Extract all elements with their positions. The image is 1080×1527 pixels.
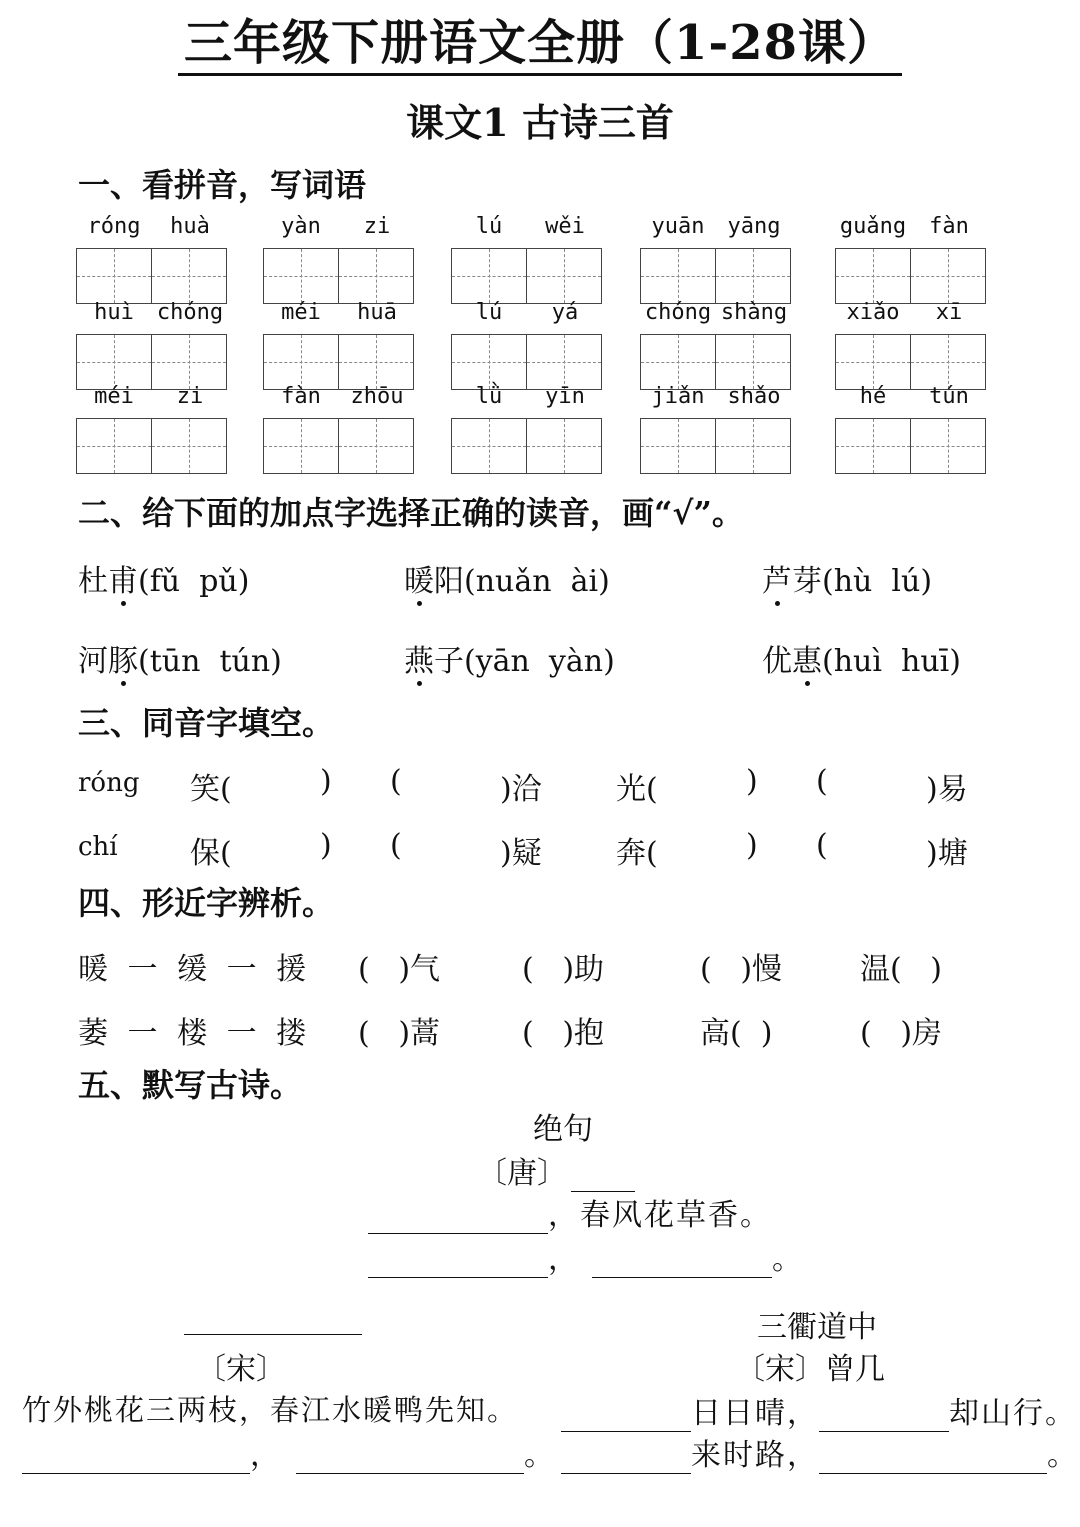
pinyin-options[interactable]: (nuǎn ài) [464,564,610,599]
poem1-line2 [368,1234,804,1278]
pinyin-label: zi [363,214,391,239]
poem2-title-line [184,1296,362,1335]
poem3-line1-text-a: 日日晴， [691,1396,819,1431]
poem3-line1 [561,1388,1077,1432]
similar-char-blank[interactable]: ( )房 [860,1016,943,1051]
pronunciation-item [78,636,282,680]
writing-cell[interactable] [910,419,985,473]
homophone-blank[interactable]: 笑( [190,772,232,807]
homophone-pinyin: róng [78,768,140,798]
poem2-dynasty [196,1344,360,1388]
writing-cell[interactable] [526,419,601,473]
pinyin-label: fàn [281,384,321,409]
poem3-line1-blank-b[interactable] [819,1397,949,1432]
section-2-heading: 二、给下面的加点字选择正确的读音，画“√”。 [78,494,744,532]
poem3-line2-text-a: 来时路， [691,1438,819,1473]
writing-cell[interactable] [526,249,601,303]
page-title-text: 三年级下册语文全册（1-28课） [178,15,902,76]
pronunciation-item [404,556,610,600]
homophone-blank[interactable]: 保( [190,836,232,871]
pinyin-label: fàn [929,214,969,239]
pinyin-label: huà [170,214,210,239]
homophone-blank[interactable]: ) [746,764,758,799]
homophone-blank[interactable]: ( [816,764,828,799]
pinyin-label: hé [859,384,887,409]
pinyin-label: shǎo [727,384,781,409]
lesson-subtitle: 课文1 古诗三首 [406,100,674,145]
writing-cell[interactable] [526,335,601,389]
pinyin-label: jiǎn [651,384,705,409]
poem2-line2-blank-b[interactable] [296,1439,524,1474]
poem3-line2-blank-b[interactable] [819,1439,1047,1474]
pinyin-label: shàng [720,300,788,325]
dotted-char: 暖 [404,556,434,600]
similar-char-blank[interactable]: ( )抱 [522,1016,605,1051]
poem1-line1-blank[interactable] [368,1199,548,1234]
pinyin-label: zi [176,384,204,409]
poem2-author-blank[interactable] [290,1357,360,1388]
dotted-char: 芦 [762,556,792,600]
similar-char-blank[interactable]: ( )蒿 [358,1016,441,1051]
poem1-author-blank[interactable] [571,1161,635,1192]
pinyin-label: chóng [644,300,712,325]
section-4-heading: 四、形近字辨析。 [78,884,335,922]
poem1-dynasty [477,1148,635,1192]
poem1-title: 绝句 [533,1112,593,1147]
pinyin-options[interactable]: (yān yàn) [464,644,615,679]
homophone-blank[interactable]: )疑 [500,836,542,871]
writing-cell[interactable] [338,335,413,389]
pinyin-label: yuān [651,214,705,239]
writing-cell[interactable] [77,419,151,473]
poem1-line2-comma: ， [548,1242,580,1277]
poem3-dynasty: 〔宋〕曾几 [735,1352,885,1387]
poem2-line2-period: 。 [524,1438,556,1473]
page-title [0,14,1080,72]
pinyin-label: zhōu [350,384,404,409]
poem1-dynasty-text: 〔唐〕 [477,1156,567,1191]
similar-char-blank[interactable]: ( )慢 [700,952,783,987]
poem3-line1-text-b: 却山行。 [949,1396,1077,1431]
writing-grid[interactable] [451,334,602,390]
pronunciation-item [404,636,615,680]
poem1-line2-blank-a[interactable] [368,1243,548,1278]
writing-grid[interactable] [835,334,986,390]
pinyin-label: róng [87,214,141,239]
poem3-line2-blank-a[interactable] [561,1439,691,1474]
section-5-heading: 五、默写古诗。 [78,1066,303,1104]
pinyin-label: yīn [545,384,585,409]
homophone-blank[interactable]: ) [320,828,332,863]
pinyin-options[interactable]: (tūn tún) [138,644,282,679]
writing-cell[interactable] [77,335,151,389]
homophone-pinyin: chí [78,832,118,862]
dotted-char: 豚 [108,636,138,680]
similar-chars: 萎 一 楼 一 搂 [78,1016,307,1051]
similar-char-blank[interactable]: 温( ) [860,952,943,987]
pinyin-label: wěi [545,214,585,239]
poem2-line1: 竹外桃花三两枝，春江水暖鸭先知。 [22,1393,519,1427]
writing-cell[interactable] [264,335,338,389]
writing-cell[interactable] [910,335,985,389]
pinyin-label: méi [281,300,321,325]
writing-grid[interactable] [835,248,986,304]
poem3-line2-period: 。 [1047,1438,1079,1473]
writing-cell[interactable] [715,249,790,303]
writing-grid[interactable] [451,248,602,304]
word-char: 阳 [434,564,464,599]
writing-grid[interactable] [76,418,227,474]
pronunciation-item [762,636,961,680]
pinyin-label: lú [475,214,503,239]
writing-cell[interactable] [264,419,338,473]
poem1-line1 [368,1190,772,1234]
homophone-blank[interactable]: ) [746,828,758,863]
writing-cell[interactable] [452,335,526,389]
writing-cell[interactable] [338,249,413,303]
homophone-blank[interactable]: ( [390,764,402,799]
writing-cell[interactable] [151,249,226,303]
word-char: 优 [762,644,792,679]
writing-cell[interactable] [715,335,790,389]
writing-cell[interactable] [715,419,790,473]
pinyin-label: lǜ [475,384,503,409]
dotted-char: 甫 [108,556,138,600]
pronunciation-item [78,556,249,600]
word-char: 芽 [792,564,822,599]
writing-grid[interactable] [76,248,227,304]
writing-grid[interactable] [640,418,791,474]
poem1-line2-period: 。 [772,1242,804,1277]
writing-cell[interactable] [641,249,715,303]
pinyin-options[interactable]: (hù lú) [822,564,933,599]
pinyin-label: yàn [281,214,321,239]
pinyin-label: xī [935,300,963,325]
writing-cell[interactable] [452,249,526,303]
section-1-heading: 一、看拼音，写词语 [78,166,367,204]
writing-cell[interactable] [910,249,985,303]
poem2-title-blank[interactable] [184,1296,362,1335]
poem2-dynasty-text: 〔宋〕 [196,1352,286,1387]
writing-cell[interactable] [338,419,413,473]
poem2-line2-comma: ， [250,1438,282,1473]
similar-char-blank[interactable]: 高( ) [700,1016,773,1051]
writing-cell[interactable] [836,419,910,473]
section-3-heading: 三、同音字填空。 [78,704,335,742]
word-char: 杜 [78,564,108,599]
poem3-line1-blank-a[interactable] [561,1397,691,1432]
pinyin-label: guǎng [839,214,907,239]
pronunciation-item [762,556,932,600]
poem1-line1-text: ，春风花草香。 [548,1198,772,1233]
similar-chars: 暖 一 缓 一 援 [78,952,307,987]
similar-char-blank[interactable]: ( )助 [522,952,605,987]
pinyin-label: xiǎo [846,300,900,325]
writing-cell[interactable] [641,335,715,389]
dotted-char: 燕 [404,636,434,680]
homophone-blank[interactable]: ( [390,828,402,863]
writing-grid[interactable] [263,248,414,304]
writing-grid[interactable] [640,248,791,304]
poem2-line2 [22,1430,556,1474]
writing-grid[interactable] [835,418,986,474]
pinyin-label: tún [929,384,969,409]
writing-cell[interactable] [641,419,715,473]
poem3-title: 三衢道中 [757,1310,877,1345]
writing-cell[interactable] [264,249,338,303]
homophone-blank[interactable]: )洽 [500,772,542,807]
homophone-blank[interactable]: 奔( [616,836,658,871]
writing-cell[interactable] [151,419,226,473]
writing-grid[interactable] [76,334,227,390]
pinyin-label: lú [475,300,503,325]
pinyin-label: huì [94,300,134,325]
poem1-line2-blank-b[interactable] [592,1243,772,1278]
pinyin-label: yá [551,300,579,325]
pinyin-label: huā [357,300,397,325]
writing-grid[interactable] [263,334,414,390]
pinyin-label: yāng [727,214,781,239]
pinyin-options[interactable]: (huì huī) [822,644,961,679]
pinyin-options[interactable]: (fǔ pǔ) [138,564,250,599]
poem3-line2 [561,1430,1079,1474]
homophone-blank[interactable]: )塘 [926,836,968,871]
pinyin-label: méi [94,384,134,409]
homophone-blank[interactable]: )易 [926,772,968,807]
writing-cell[interactable] [836,335,910,389]
dotted-char: 惠 [792,636,822,680]
writing-grid[interactable] [263,418,414,474]
homophone-blank[interactable]: ( [816,828,828,863]
writing-cell[interactable] [452,419,526,473]
writing-grid[interactable] [451,418,602,474]
homophone-blank[interactable]: ) [320,764,332,799]
word-char: 河 [78,644,108,679]
homophone-blank[interactable]: 光( [616,772,658,807]
writing-grid[interactable] [640,334,791,390]
pinyin-label: chóng [156,300,224,325]
similar-char-blank[interactable]: ( )气 [358,952,441,987]
writing-cell[interactable] [77,249,151,303]
word-char: 子 [434,644,464,679]
poem2-line2-blank-a[interactable] [22,1439,250,1474]
writing-cell[interactable] [151,335,226,389]
writing-cell[interactable] [836,249,910,303]
